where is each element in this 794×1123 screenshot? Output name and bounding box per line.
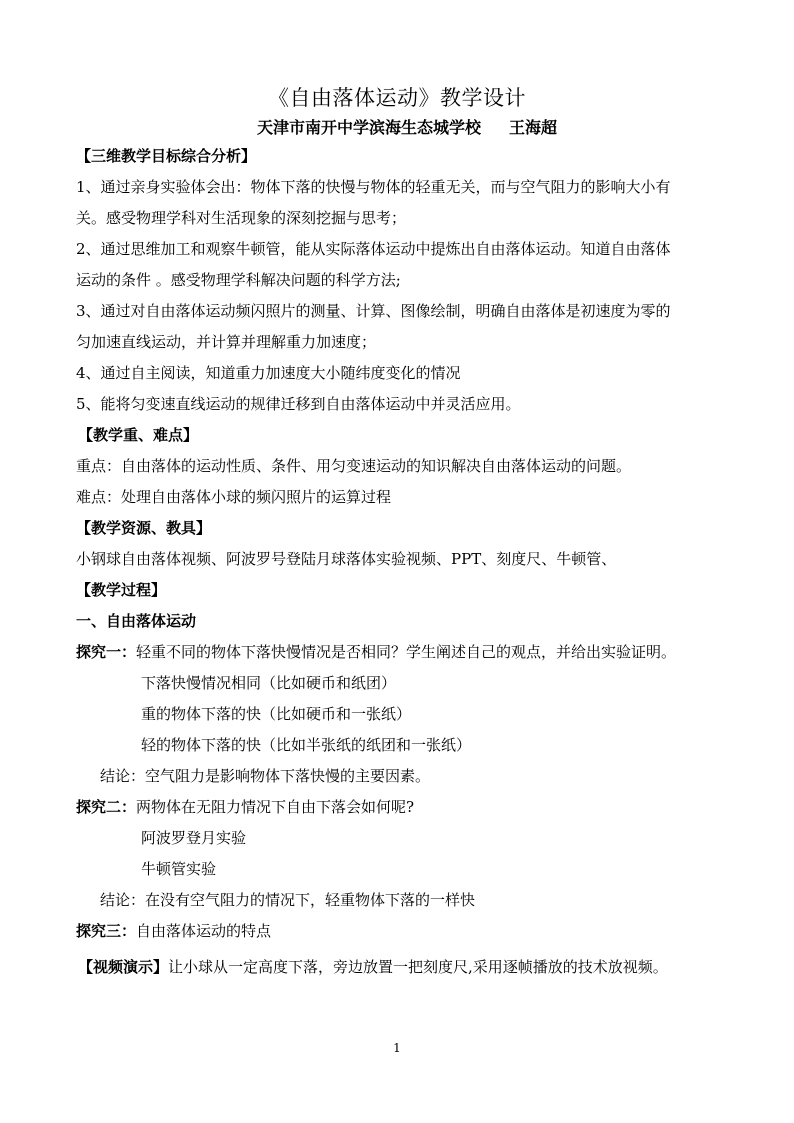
objective-line: 关。感受物理学科对生活现象的深刻挖掘与思考； (76, 209, 407, 227)
video-demo-text: 让小球从一定高度下落，旁边放置一把刻度尺,采用逐帧播放的技术放视频。 (168, 958, 668, 976)
process-heading: 【教学过程】 (76, 581, 167, 599)
inquiry1-label: 探究一： (76, 643, 137, 661)
difficulty: 难点：处理自由落体小球的频闪照片的运算过程 (76, 488, 392, 506)
objective-line: 匀加速直线运动，并计算并理解重力加速度； (76, 333, 377, 351)
author-name: 王海超 (509, 118, 558, 137)
inquiry2-text: 两物体在无阻力情况下自由下落会如何呢? (136, 798, 415, 816)
video-demo-line (78, 952, 738, 983)
objective-line: 5、能将匀变速直线运动的规律迁移到自由落体运动中并灵活应用。 (76, 395, 521, 413)
inquiry2-case: 阿波罗登月实验 (141, 829, 247, 847)
objective-line: 3、通过对自由落体运动频闪照片的测量、计算、图像绘制，明确自由落体是初速度为零的 (76, 302, 671, 320)
inquiry1-conclusion: 结论：空气阻力是影响物体下落快慢的主要因素。 (100, 767, 431, 785)
key-points-heading: 【教学重、难点】 (78, 426, 199, 444)
objective-line: 1、通过亲身实验体会出：物体下落的快慢与物体的轻重无关，而与空气阻力的影响大小有 (76, 178, 671, 196)
inquiry1-line (76, 637, 736, 668)
video-demo-label: 【视频演示】 (78, 958, 169, 976)
resources-heading: 【教学资源、教具】 (76, 519, 212, 537)
document-title: 《自由落体运动》教学设计 (268, 86, 526, 110)
inquiry2-label: 探究二： (76, 798, 137, 816)
inquiry2-conclusion: 结论：在没有空气阻力的情况下，轻重物体下落的一样快 (100, 891, 476, 909)
inquiry3-text: 自由落体运动的特点 (136, 922, 272, 940)
author-line (0, 116, 794, 140)
inquiry1-text: 轻重不同的物体下落快慢情况是否相同？学生阐述自己的观点，并给出实验证明。 (136, 643, 677, 661)
inquiry1-case: 下落快慢情况相同（比如硬币和纸团） (141, 674, 397, 692)
school-name: 天津市南开中学滨海生态城学校 (256, 118, 481, 137)
key-point: 重点：自由落体的运动性质、条件、用匀变速运动的知识解决自由落体运动的问题。 (76, 457, 632, 475)
objective-line: 4、通过自主阅读，知道重力加速度大小随纬度变化的情况 (76, 364, 461, 382)
resources-text: 小钢球自由落体视频、阿波罗号登陆月球落体实验视频、PPT、刻度尺、牛顿管、 (76, 550, 617, 568)
inquiry1-case: 轻的物体下落的快（比如半张纸的纸团和一张纸） (141, 736, 472, 754)
part1-heading: 一、自由落体运动 (76, 612, 197, 630)
objective-line: 运动的条件 。感受物理学科解决问题的科学方法; (76, 271, 401, 289)
objectives-heading: 【三维教学目标综合分析】 (76, 147, 257, 165)
inquiry3-line (76, 916, 736, 947)
objective-line: 2、通过思维加工和观察牛顿管，能从实际落体运动中提炼出自由落体运动。知道自由落体 (76, 240, 671, 258)
inquiry1-case: 重的物体下落的快（比如硬币和一张纸） (141, 705, 412, 723)
inquiry2-line (76, 792, 736, 823)
page-number: 1 (393, 1041, 401, 1055)
inquiry3-label: 探究三： (76, 922, 137, 940)
inquiry2-case: 牛顿管实验 (141, 860, 217, 878)
